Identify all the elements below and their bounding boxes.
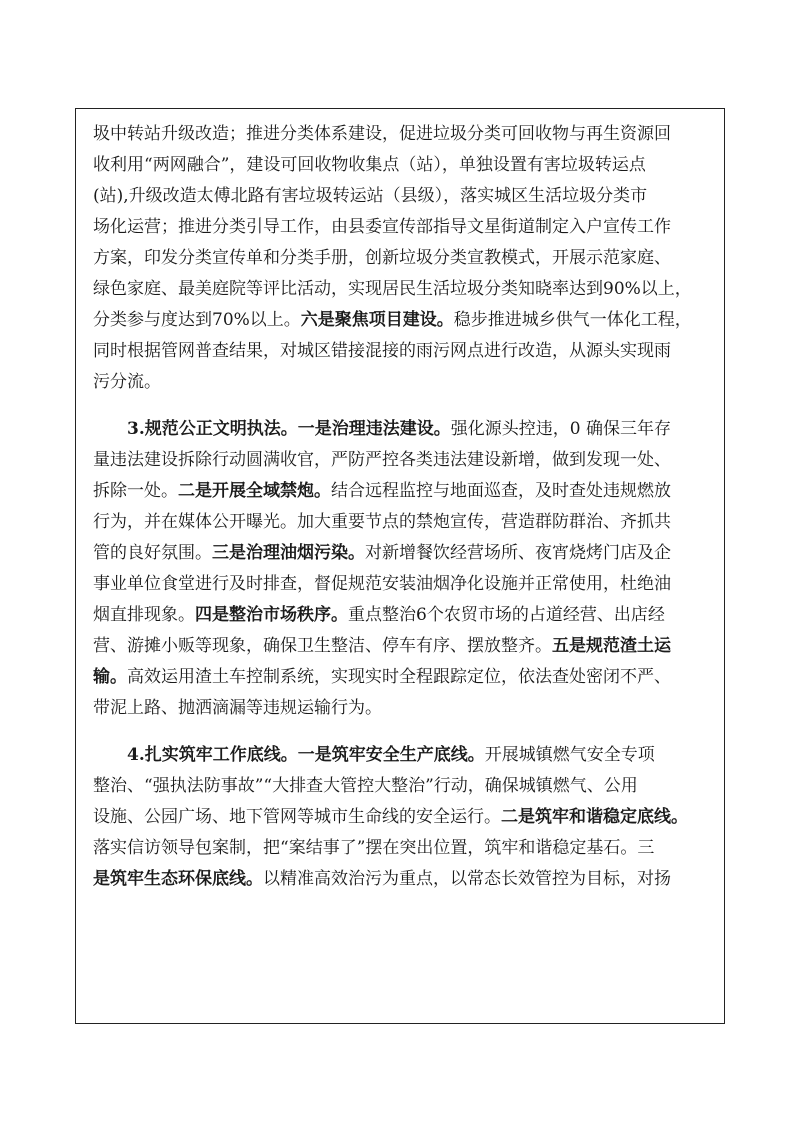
text-line: 污分流。 — [93, 372, 161, 392]
bold-heading: 五是规范渣土运 — [552, 636, 671, 656]
text-line: 管的良好氛围。三是治理油烟污染。对新增餐饮经营场所、夜宵烧烤门店及企 — [93, 543, 671, 563]
text-line: 营、游摊小贩等现象，确保卫生整洁、停车有序、摆放整齐。五是规范渣土运 — [93, 636, 671, 656]
text-line: 设施、公园广场、地下管网等城市生命线的安全运行。二是筑牢和谐稳定底线。 — [93, 807, 688, 827]
text-line: 收利用“两网融合”，建设可回收物收集点（站），单独设置有害垃圾转运点 — [93, 155, 646, 175]
text-line: 4.扎实筑牢工作底线。一是筑牢安全生产底线。开展城镇燃气安全专项 — [127, 745, 655, 765]
text-line: 输。高效运用渣土车控制系统，实现实时全程跟踪定位，依法查处密闭不严、 — [93, 667, 671, 687]
section-heading: 3.规范公正文明执法。 — [127, 419, 298, 439]
bold-heading: 三是治理油烟污染。 — [212, 543, 365, 563]
text-line: 烟直排现象。四是整治市场秩序。重点整治6个农贸市场的占道经营、出店经 — [93, 605, 665, 625]
bold-heading: 输。 — [93, 667, 127, 687]
text-line: 分类参与度达到70%以上。六是聚焦项目建设。稳步推进城乡供气一体化工程， — [93, 310, 692, 330]
text-line: 落实信访领导包案制，把“案结事了”摆在突出位置，筑牢和谐稳定基石。三 — [93, 838, 655, 858]
bold-heading: 是筑牢生态环保底线。 — [93, 869, 263, 889]
text-line: 行为，并在媒体公开曝光。加大重要节点的禁炮宣传，营造群防群治、齐抓共 — [93, 512, 671, 532]
bold-heading: 六是聚焦项目建设。 — [300, 310, 454, 330]
text-line: 同时根据管网普查结果，对城区错接混接的雨污网点进行改造，从源头实现雨 — [93, 341, 671, 361]
document-body — [93, 119, 713, 895]
bold-heading: 二是开展全域禁炮。 — [178, 481, 331, 501]
text-line: 整治、“强执法防事故”“大排查大管控大整治”行动，确保城镇燃气、公用 — [93, 776, 638, 796]
text-line: 拆除一处。二是开展全域禁炮。结合远程监控与地面巡查，及时查处违规燃放 — [93, 481, 671, 501]
bold-heading: 一是治理违法建设。 — [297, 419, 451, 439]
bold-heading: 四是整治市场秩序。 — [195, 605, 348, 625]
paragraph-law-enforcement — [93, 414, 713, 724]
text-line: 场化运营；推进分类引导工作，由县委宣传部指导文星街道制定入户宣传工作 — [93, 217, 671, 237]
text-line: 绿色家庭、最美庭院等评比活动，实现居民生活垃圾分类知晓率达到90%以上， — [93, 279, 692, 299]
text-line: 量违法建设拆除行动圆满收官，严防严控各类违法建设新增，做到发现一处、 — [93, 450, 671, 470]
text-line: 圾中转站升级改造；推进分类体系建设，促进垃圾分类可回收物与再生资源回 — [93, 124, 671, 144]
text-line: (站),升级改造太傅北路有害垃圾转运站（县级），落实城区生活垃圾分类市 — [93, 186, 648, 206]
bold-heading: 一是筑牢安全生产底线。 — [297, 745, 485, 765]
section-heading: 4.扎实筑牢工作底线。 — [127, 745, 298, 765]
text-line: 事业单位食堂进行及时排查，督促规范安装油烟净化设施并正常使用，杜绝油 — [93, 574, 671, 594]
text-line: 3.规范公正文明执法。一是治理违法建设。强化源头控违，0 确保三年存 — [127, 419, 671, 439]
bold-heading: 二是筑牢和谐稳定底线。 — [501, 807, 688, 827]
text-line: 带泥上路、抛洒滴漏等违规运输行为。 — [93, 698, 382, 718]
text-line: 方案，印发分类宣传单和分类手册，创新垃圾分类宣教模式，开展示范家庭、 — [93, 248, 671, 268]
text-line: 是筑牢生态环保底线。以精准高效治污为重点，以常态长效管控为目标，对扬 — [93, 869, 671, 889]
paragraph-waste-sorting — [93, 119, 713, 398]
paragraph-work-bottom-line — [93, 740, 713, 895]
